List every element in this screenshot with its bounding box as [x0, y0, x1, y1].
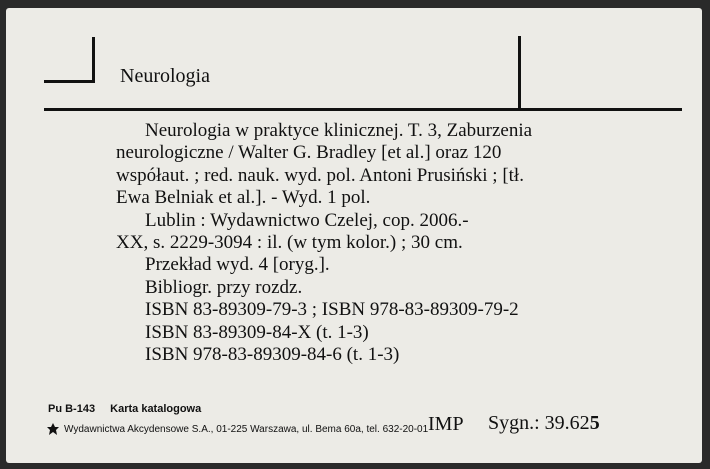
- catalog-card: [6, 8, 702, 463]
- publisher-logo-icon: [46, 422, 60, 436]
- right-vertical-rule: [518, 36, 521, 110]
- description-line: Bibliogr. przy rozdz.: [145, 276, 303, 298]
- form-title: Karta katalogowa: [110, 403, 202, 415]
- imp-stamp: IMP: [428, 413, 464, 435]
- publisher-line: Wydawnictwa Akcydensowe S.A., 01-225 Warszawa, ul. Bema 60a, tel. 632-20-01: [64, 424, 429, 435]
- form-number: Pu B-143: [48, 403, 96, 415]
- call-number: [488, 412, 600, 435]
- description-line: ISBN 83-89309-84-X (t. 1-3): [145, 321, 369, 343]
- description-line: współaut. ; red. nauk. wyd. pol. Antoni Prusiński ; [tł.: [116, 164, 524, 186]
- corner-horizontal-rule: [44, 80, 95, 83]
- description-line: Przekład wyd. 4 [oryg.].: [145, 254, 330, 276]
- description-line: ISBN 83-89309-79-3 ; ISBN 978-83-89309-79-2: [145, 299, 519, 321]
- description-line: neurologiczne / Walter G. Bradley [et al.] oraz 120: [116, 142, 502, 164]
- header-rule: [44, 108, 682, 111]
- bibliographic-description: [116, 120, 616, 366]
- subject-heading: Neurologia: [120, 65, 210, 87]
- call-number-text: Sygn.: 39.62: [488, 412, 590, 434]
- form-code: [48, 403, 201, 415]
- description-line: Neurologia w praktyce klinicznej. T. 3, Zaburzenia: [145, 120, 533, 141]
- call-number-last-digit: 5: [589, 412, 600, 434]
- description-line: ISBN 978-83-89309-84-6 (t. 1-3): [145, 344, 400, 366]
- corner-vertical-rule: [92, 37, 95, 82]
- description-line: Ewa Belniak et al.]. - Wyd. 1 pol.: [116, 187, 371, 209]
- description-line: Lublin : Wydawnictwo Czelej, cop. 2006.-: [145, 209, 469, 231]
- description-line: XX, s. 2229-3094 : il. (w tym kolor.) ; 30 cm.: [116, 232, 463, 254]
